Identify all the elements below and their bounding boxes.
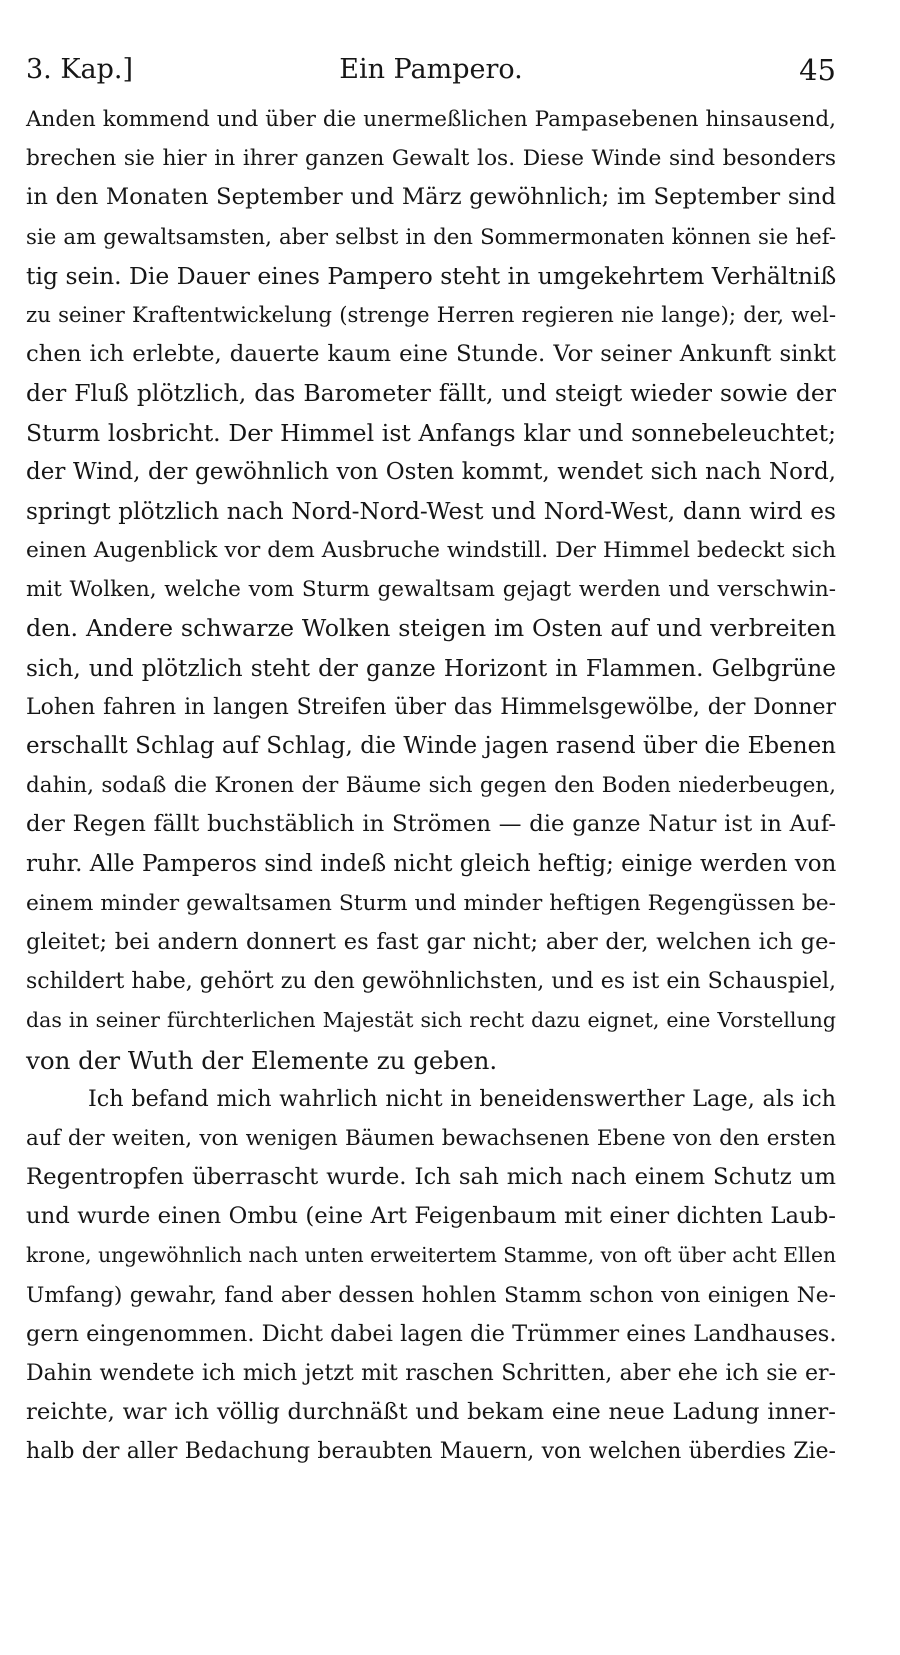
text-line: gern eingenommen. Dicht dabei lagen die Trümmer eines Landhauses. — [26, 1320, 837, 1347]
page-number: 45 — [799, 53, 836, 87]
text-line: auf der weiten, von wenigen Bäumen bewachsenen Ebene von den ersten — [26, 1125, 836, 1151]
text-line: sie am gewaltsamsten, aber selbst in den Sommermonaten können sie hef- — [26, 224, 836, 250]
text-line: Dahin wendete ich mich jetzt mit raschen Schritten, aber ehe ich sie er- — [26, 1361, 836, 1386]
text-line: krone, ungewöhnlich nach unten erweitertem Stamme, von oft über acht Ellen — [26, 1243, 836, 1268]
text-line: der Fluß plötzlich, das Barometer fällt, und steigt wieder sowie der — [26, 379, 836, 408]
text-line: der Wind, der gewöhnlich von Osten kommt, wendet sich nach Nord, — [26, 458, 836, 485]
text-line: Anden kommend und über die unermeßlichen Pampasebenen hinsausend, — [26, 107, 836, 132]
chapter-reference: 3. Kap.] — [26, 54, 134, 85]
text-line: Regentropfen überrascht wurde. Ich sah mich nach einem Schutz um — [26, 1164, 836, 1191]
text-line: einem minder gewaltsamen Sturm und minder heftigen Regengüssen be- — [26, 890, 836, 916]
text-line: sich, und plötzlich steht der ganze Horizont in Flammen. Gelbgrüne — [26, 654, 836, 682]
text-line: das in seiner fürchterlichen Majestät sich recht dazu eignet, eine Vorstellung — [26, 1008, 836, 1033]
text-line: tig sein. Die Dauer eines Pampero steht in umgekehrtem Verhältniß — [26, 261, 837, 290]
text-line: Lohen fahren in langen Streifen über das Himmelsgewölbe, der Donner — [26, 694, 836, 720]
text-line: ruhr. Alle Pamperos sind indeß nicht gleich heftig; einige werden von — [26, 850, 837, 877]
text-line: gleitet; bei andern donnert es fast gar nicht; aber der, welchen ich ge- — [26, 928, 836, 955]
text-line: zu seiner Kraftentwickelung (strenge Herren regieren nie lange); der, wel- — [26, 302, 836, 328]
running-header — [26, 50, 836, 90]
text-line: einen Augenblick vor dem Ausbruche windstill. Der Himmel bedeckt sich — [26, 538, 836, 564]
text-line: den. Andere schwarze Wolken steigen im Osten auf und verbreiten — [26, 614, 836, 643]
text-line: chen ich erlebte, dauerte kaum eine Stunde. Vor seiner Ankunft sinkt — [26, 341, 836, 368]
text-line: Sturm losbricht. Der Himmel ist Anfangs klar und sonnebeleuchtet; — [26, 418, 836, 447]
running-title: Ein Pampero. — [339, 54, 523, 85]
paragraph-start-line: Ich befand mich wahrlich nicht in beneidenswerther Lage, als ich — [88, 1085, 836, 1112]
text-line: reichte, war ich völlig durchnäßt und bekam eine neue Ladung inner- — [26, 1399, 836, 1426]
paragraph-end-line: von der Wuth der Elemente zu geben. — [26, 1045, 498, 1075]
text-line: und wurde einen Ombu (eine Art Feigenbaum mit einer dichten Laub- — [26, 1203, 836, 1230]
text-line: halb der aller Bedachung beraubten Mauern, von welchen überdies Zie- — [26, 1439, 836, 1465]
text-line: erschallt Schlag auf Schlag, die Winde jagen rasend über die Ebenen — [26, 733, 836, 759]
text-line: schildert habe, gehört zu den gewöhnlichsten, und es ist ein Schauspiel, — [26, 969, 836, 995]
text-line: springt plötzlich nach Nord-Nord-West und Nord-West, dann wird es — [26, 497, 836, 525]
text-line: dahin, sodaß die Kronen der Bäume sich gegen den Boden niederbeugen, — [26, 773, 836, 799]
text-line: mit Wolken, welche vom Sturm gewaltsam gejagt werden und verschwin- — [26, 577, 836, 603]
text-line: Umfang) gewahr, fand aber dessen hohlen Stamm schon von einigen Ne- — [26, 1282, 836, 1308]
text-line: in den Monaten September und März gewöhnlich; im September sind — [26, 184, 836, 211]
body-text — [26, 100, 836, 1472]
text-line: brechen sie hier in ihrer ganzen Gewalt los. Diese Winde sind besonders — [26, 146, 836, 172]
text-line: der Regen fällt buchstäblich in Strömen — die ganze Natur ist in Auf- — [26, 811, 836, 838]
